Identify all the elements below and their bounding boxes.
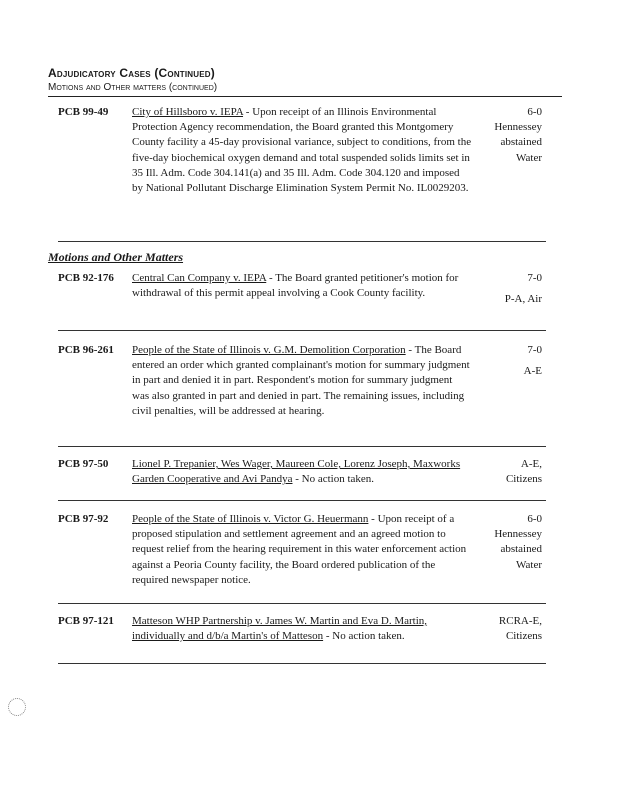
vote-line: P-A, Air [504, 293, 542, 306]
vote-line: 7-0 [527, 344, 542, 356]
vote-line: 7-0 [527, 272, 542, 284]
vote-line: RCRA-E, [498, 615, 542, 627]
case-summary [132, 343, 472, 419]
entry-divider [58, 603, 546, 604]
vote-line: A-E, [520, 458, 542, 470]
case-text: - Upon receipt of a proposed stipulation and settlement agreement and an agreed motion to request relief from the hearing requirement in this water enforcement action against a Peoria County facility, the Board ordered publication of the required newspaper notice. [132, 513, 467, 586]
vote-line: abstained [500, 543, 542, 556]
vote-line: Water [516, 558, 542, 571]
section-heading: Motions and Other Matters [48, 250, 184, 264]
page-header-title: Adjudicatory Cases (Continued) [48, 66, 215, 80]
entry-divider [58, 500, 546, 501]
case-summary [132, 457, 472, 487]
case-name-link[interactable]: Lionel P. Trepanier, Wes Wager, Maureen Cole, Lorenz Joseph, Maxworks Garden Cooperative and Avi Pandya [132, 458, 461, 486]
case-summary [132, 105, 472, 196]
entry-divider [58, 446, 546, 447]
case-text: - The Board entered an order which granted complainant's motion for summary judgment in part and denied it in part. Respondent's motion for summary judgment was also granted in part and denied in part. The remaining issues, including civil penalties, will be addressed at hearing. [132, 344, 470, 417]
vote-line: Citizens [505, 630, 542, 643]
vote-line: 6-0 [527, 513, 542, 525]
docket-number: PCB 97-92 [58, 513, 109, 525]
entry-divider [58, 663, 546, 664]
docket-number: PCB 92-176 [58, 272, 114, 284]
vote-column [472, 457, 542, 487]
vote-column [472, 343, 542, 379]
case-text: - No action taken. [323, 630, 405, 643]
docket-number: PCB 97-121 [58, 615, 114, 627]
entry-divider [58, 241, 546, 242]
vote-line: Hennessey [494, 528, 542, 541]
entry-divider [58, 330, 546, 331]
case-name-link[interactable]: Matteson WHP Partnership v. James W. Martin and Eva D. Martin, individually and d/b/a Martin's of Matteson [132, 615, 428, 643]
docket-number: PCB 99-49 [58, 106, 109, 118]
case-text: - The Board granted petitioner's motion for withdrawal of this permit appeal involving a Cook County facility. [132, 272, 459, 300]
vote-line: abstained [500, 136, 542, 149]
case-text: - Upon receipt of an Illinois Environmental Protection Agency recommendation, the Board granted this Montgomery County facility a 45-day provisional variance, subject to conditions, from the five-day biochemical oxygen demand and total suspended solids limits set in 35 Ill. Adm. Code 304.141(a) and 35 Ill. Adm. Code 304.120 and imposed by National Pollutant Discharge Elimination System Permit No. IL0029203. [132, 106, 472, 195]
case-name-link[interactable]: Central Can Company v. IEPA [132, 272, 267, 284]
vote-line: Citizens [505, 473, 542, 486]
header-divider [48, 96, 562, 97]
vote-line: Water [516, 151, 542, 164]
case-text: - No action taken. [292, 473, 375, 486]
case-summary [132, 271, 472, 301]
case-summary [132, 614, 472, 644]
page-header-subtitle: Motions and Other matters (continued) [48, 82, 218, 93]
vote-column [472, 271, 542, 307]
vote-line: Hennessey [494, 121, 542, 134]
case-name-link[interactable]: People of the State of Illinois v. Victor G. Heuermann [132, 513, 369, 525]
vote-column [472, 614, 542, 644]
docket-number: PCB 97-50 [58, 458, 109, 470]
docket-number: PCB 96-261 [58, 344, 114, 356]
vote-line: A-E [523, 365, 542, 378]
vote-column [472, 512, 542, 573]
scan-artifact-icon [8, 698, 26, 716]
vote-line: 6-0 [527, 106, 542, 118]
vote-column [472, 105, 542, 166]
case-name-link[interactable]: People of the State of Illinois v. G.M. Demolition Corporation [132, 344, 406, 356]
case-summary [132, 512, 472, 588]
case-name-link[interactable]: City of Hillsboro v. IEPA [132, 106, 244, 118]
